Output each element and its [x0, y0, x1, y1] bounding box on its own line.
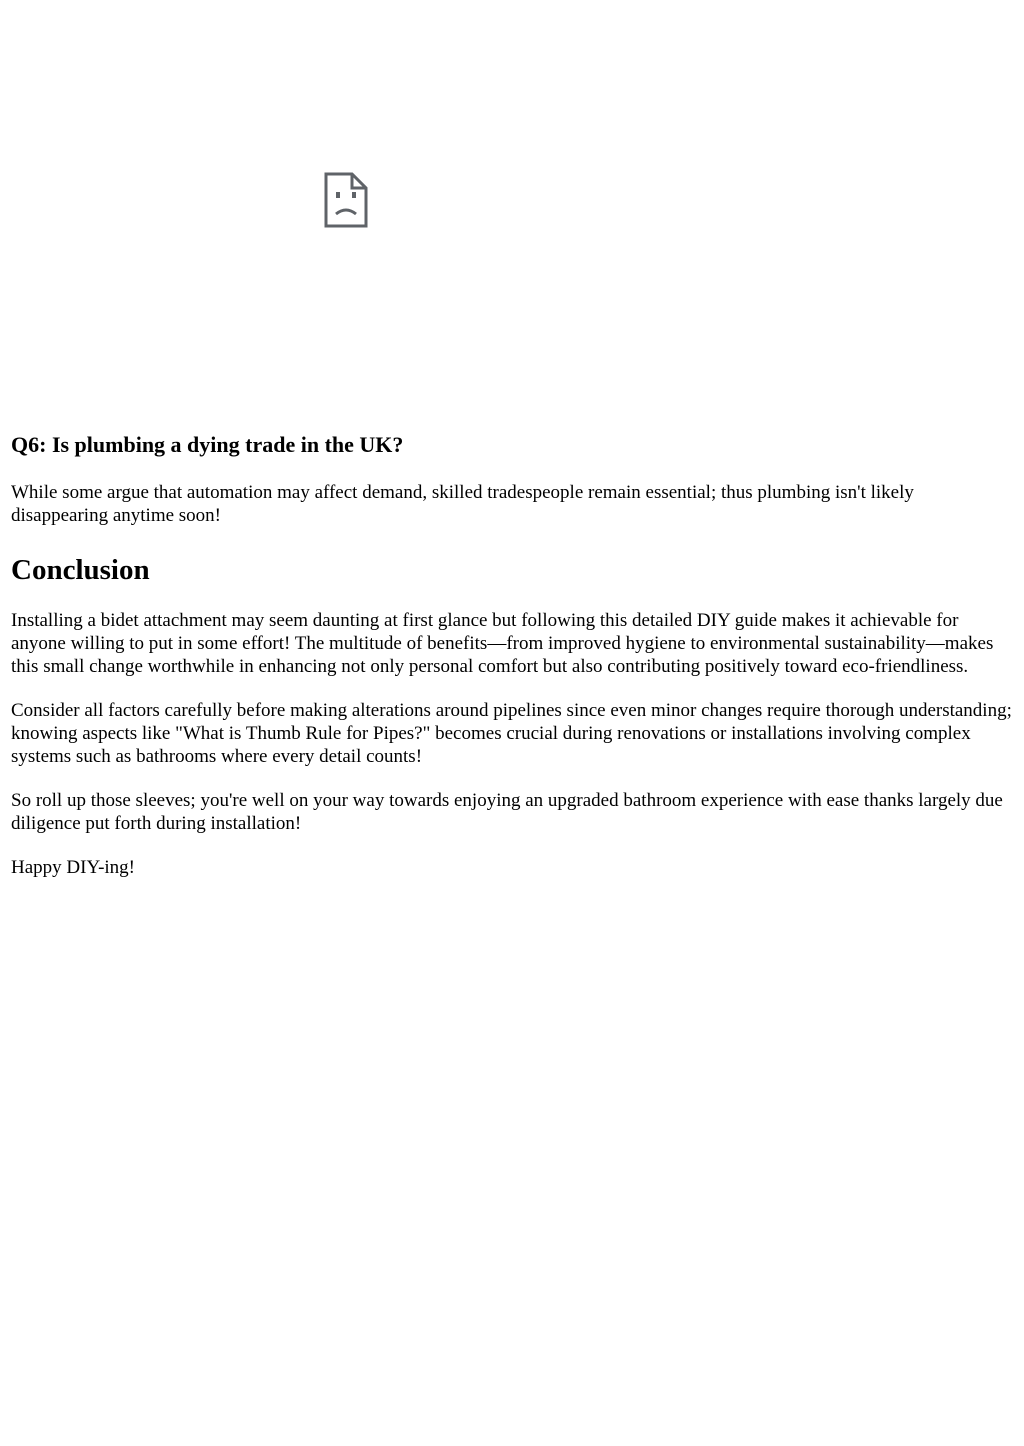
conclusion-heading: Conclusion: [11, 554, 150, 586]
conclusion-paragraph: Consider all factors carefully before making alterations around pipelines since even minor changes require thorough understanding; knowing aspects like "What is Thumb Rule for Pipes?" becomes crucial during renovations or installations involving complex systems such as bathrooms where every detail counts!: [11, 700, 1012, 767]
closing-line: Happy DIY-ing!: [11, 857, 136, 878]
faq-answer: While some argue that automation may affect demand, skilled tradespeople remain essential; thus plumbing isn't likely disappearing anytime soon!: [11, 482, 914, 526]
conclusion-paragraph: Installing a bidet attachment may seem daunting at first glance but following this detailed DIY guide makes it achievable for anyone willing to put in some effort! The multitude of benefits—from improved hygiene to environmental sustainability—makes this small change worthwhile in enhancing not only personal comfort but also contributing positively toward eco-friendliness.: [11, 610, 994, 677]
conclusion-paragraph: So roll up those sleeves; you're well on your way towards enjoying an upgraded bathroom experience with ease thanks largely due diligence put forth during installation!: [11, 790, 1003, 834]
faq-question-title: Q6: Is plumbing a dying trade in the UK?: [11, 432, 404, 457]
article-content: [11, 430, 1014, 879]
broken-image-icon: [324, 172, 368, 228]
